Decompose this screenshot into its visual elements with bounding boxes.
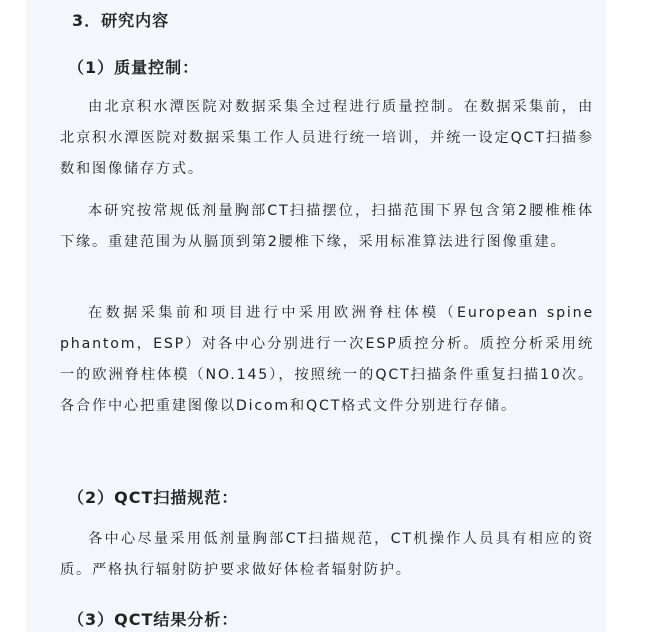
paragraph-qct-scan-spec: 各中心尽量采用低剂量胸部CT扫描规范，CT机操作人员具有相应的资质。严格执行辐射防护要求做好体检者辐射防护。 [60, 531, 594, 578]
subsection-heading-quality-control: （1）质量控制： [68, 58, 200, 77]
subsection-heading-qct-result-analysis: （3）QCT结果分析： [68, 610, 239, 629]
subsection-heading-qct-scan-spec: （2）QCT扫描规范： [68, 488, 239, 507]
article-panel [26, 0, 606, 632]
section-title: 3．研究内容 [72, 11, 170, 30]
paragraph-quality-control-1: 由北京积水潭医院对数据采集全过程进行质量控制。在数据采集前，由北京积水潭医院对数据采集工作人员进行统一培训，并统一设定QCT扫描参数和图像储存方式。 [60, 99, 594, 177]
paragraph-quality-control-3: 在数据采集前和项目进行中采用欧洲脊柱体模（European spine phantom，ESP）对各中心分别进行一次ESP质控分析。质控分析采用统一的欧洲脊柱体模（NO.145），按照统一的QCT扫描条件重复扫描10次。各合作中心把重建图像以Dicom和QCT格式文件分别进行存储。 [60, 305, 594, 414]
paragraph-quality-control-2: 本研究按常规低剂量胸部CT扫描摆位，扫描范围下界包含第2腰椎椎体下缘。重建范围为从膈顶到第2腰椎下缘，采用标准算法进行图像重建。 [60, 203, 594, 250]
